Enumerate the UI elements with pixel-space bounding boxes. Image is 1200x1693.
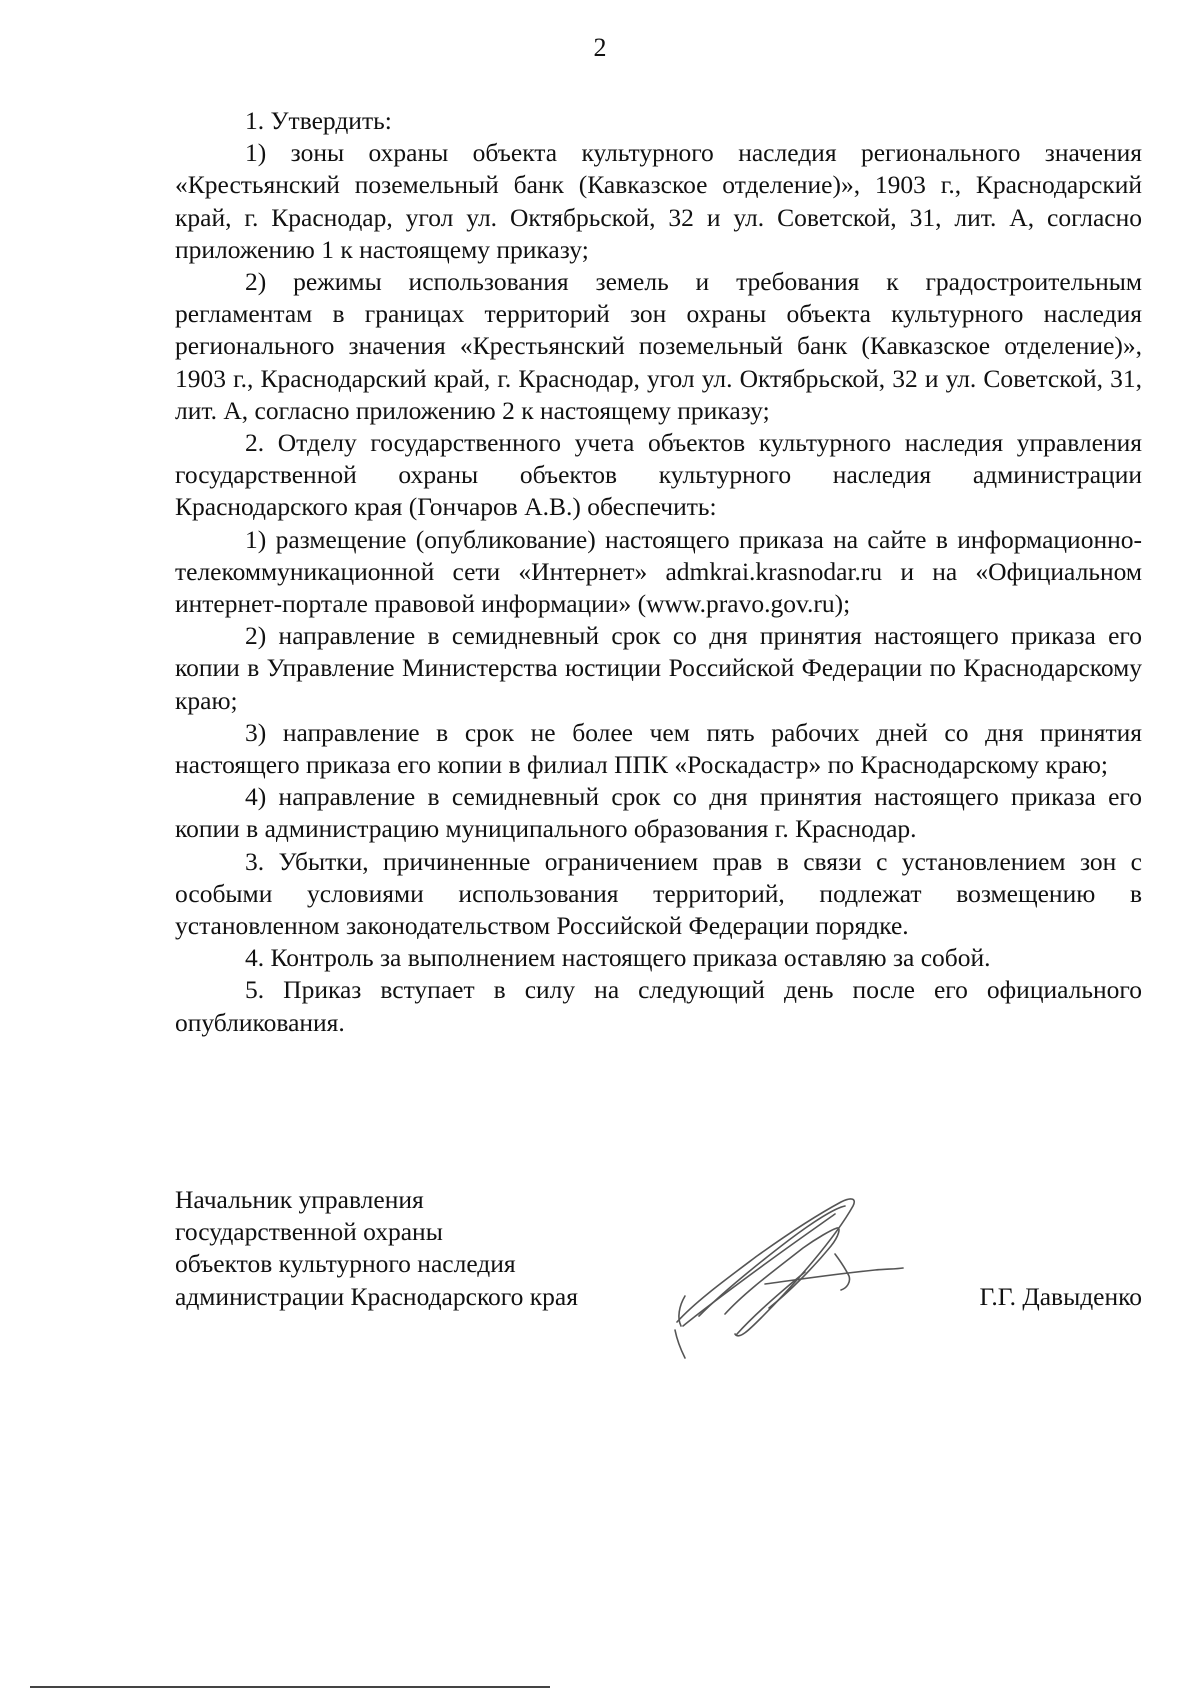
paragraph-approve-regimes: 2) режимы использования земель и требования к градостроительным регламентам в границах территорий зон охраны объекта культурного наследия регионального значения «Крестьянский поземельный банк (Кавказское отделение)», 1903 г., Краснодарский край, г. Краснодар, угол ул. Октябрьской, 32 и ул. Советской, 31, лит. А, согласно приложению 2 к настоящему приказу; (175, 267, 1142, 425)
signatory-title-line: государственной охраны (175, 1217, 443, 1247)
paragraph-department-ensure: 2. Отделу государственного учета объектов культурного наследия управления государственной охраны объектов культурного наследия администрации Краснодарского края (Гончаров А.В.) обеспечить: (175, 428, 1142, 522)
document-body (175, 105, 1142, 1039)
paragraph-control: 4. Контроль за выполнением настоящего приказа оставляю за собой. (245, 943, 991, 973)
page-number: 2 (593, 33, 607, 62)
paragraph-municipal-administration: 4) направление в семидневный срок со дня принятия настоящего приказа его копии в администрацию муниципального образования г. Краснодар. (175, 782, 1142, 844)
signatory-title-line: администрации Краснодарского края (175, 1281, 578, 1311)
signatory-title (175, 1184, 578, 1313)
paragraph-roskadastr: 3) направление в срок не более чем пять рабочих дней со дня принятия настоящего приказа его копии в филиал ППК «Роскадастр» по Краснодарскому краю; (175, 717, 1142, 780)
paragraph-publication: 1) размещение (опубликование) настоящего приказа на сайте в информационно-телекоммуникационной сети «Интернет» admkrai.krasnodar.ru и на «Официальном интернет-портале правовой информации» (www.pravo.gov.ru); (175, 524, 1142, 619)
paragraph-approve: 1. Утвердить: (245, 106, 392, 135)
signatory-title-line: Начальник управления (175, 1185, 424, 1214)
paragraph-entry-into-force: 5. Приказ вступает в силу на следующий день после его официального опубликования. (175, 975, 1142, 1037)
signature-block (175, 1184, 1142, 1364)
paragraph-ministry-justice: 2) направление в семидневный срок со дня принятия настоящего приказа его копии в Управление Министерства юстиции Российской Федерации по Краснодарскому краю; (175, 621, 1142, 715)
paragraph-losses: 3. Убытки, причиненные ограничением прав в связи с установлением зон с особыми условиями использования территорий, подлежат возмещению в установленном законодательством Российской Федерации порядке. (175, 846, 1142, 941)
paragraph-approve-zones: 1) зоны охраны объекта культурного наследия регионального значения «Крестьянский поземельный банк (Кавказское отделение)», 1903 г., Краснодарский край, г. Краснодар, угол ул. Октябрьской, 32 и ул. Советской, 31, лит. А, согласно приложению 1 к настоящему приказу; (175, 138, 1142, 264)
bottom-scan-line (30, 1686, 550, 1688)
signatory-name: Г.Г. Давыденко (979, 1281, 1142, 1311)
handwritten-signature (665, 1184, 915, 1364)
signatory-title-line: объектов культурного наследия (175, 1249, 516, 1279)
